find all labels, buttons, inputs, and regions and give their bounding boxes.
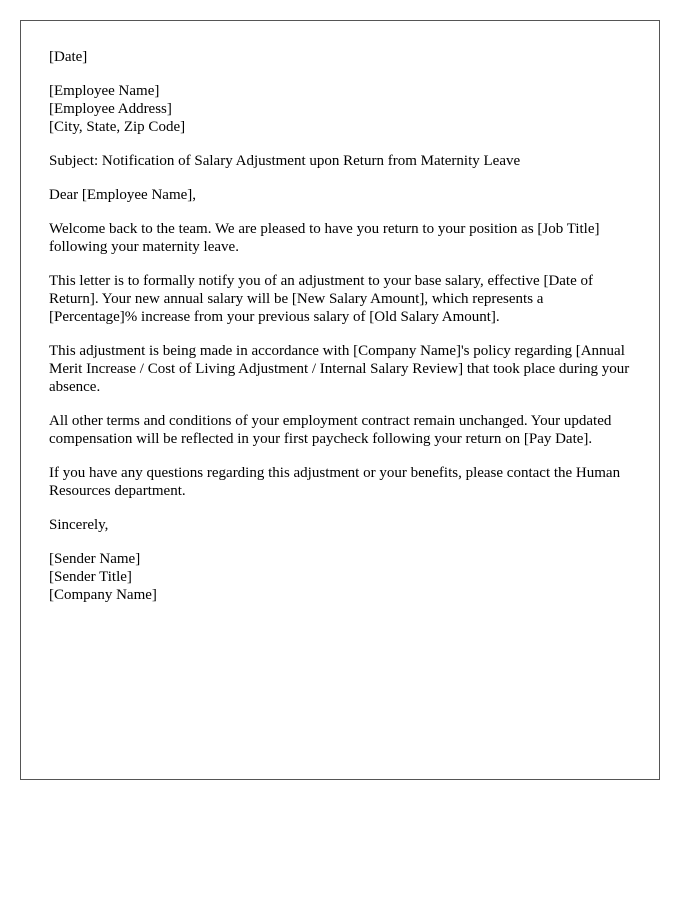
sender-name: [Sender Name] <box>49 551 141 567</box>
letter-subject: Subject: Notification of Salary Adjustment upon Return from Maternity Leave <box>49 153 521 169</box>
letter-closing: Sincerely, <box>49 517 109 533</box>
recipient-block <box>49 82 633 136</box>
body-paragraph-welcome: Welcome back to the team. We are pleased to have you return to your position as [Job Title] following your maternity leave. <box>49 221 600 255</box>
body-paragraph-questions: If you have any questions regarding this adjustment or your benefits, please contact the Human Resources department. <box>49 465 621 499</box>
sender-company: [Company Name] <box>49 587 157 603</box>
body-paragraph-adjustment: This letter is to formally notify you of an adjustment to your base salary, effective [Date of Return]. Your new annual salary will be [New Salary Amount], which represents a [Percentage]% increase from your previous salary of [Old Salary Amount]. <box>49 273 594 325</box>
sender-title: [Sender Title] <box>49 569 132 585</box>
recipient-name: [Employee Name] <box>49 83 160 99</box>
letter-date: [Date] <box>49 49 88 65</box>
signature-block <box>49 550 633 604</box>
recipient-address: [Employee Address] <box>49 101 172 117</box>
letter-salutation: Dear [Employee Name], <box>49 187 197 203</box>
body-paragraph-policy: This adjustment is being made in accordance with [Company Name]'s policy regarding [Annual Merit Increase / Cost of Living Adjustment / Internal Salary Review] that took place during your absence. <box>49 343 630 395</box>
recipient-city-state-zip: [City, State, Zip Code] <box>49 119 186 135</box>
letter-page <box>20 20 660 780</box>
body-paragraph-terms: All other terms and conditions of your employment contract remain unchanged. Your updated compensation will be reflected in your first paycheck following your return on [Pay Date]. <box>49 413 612 447</box>
